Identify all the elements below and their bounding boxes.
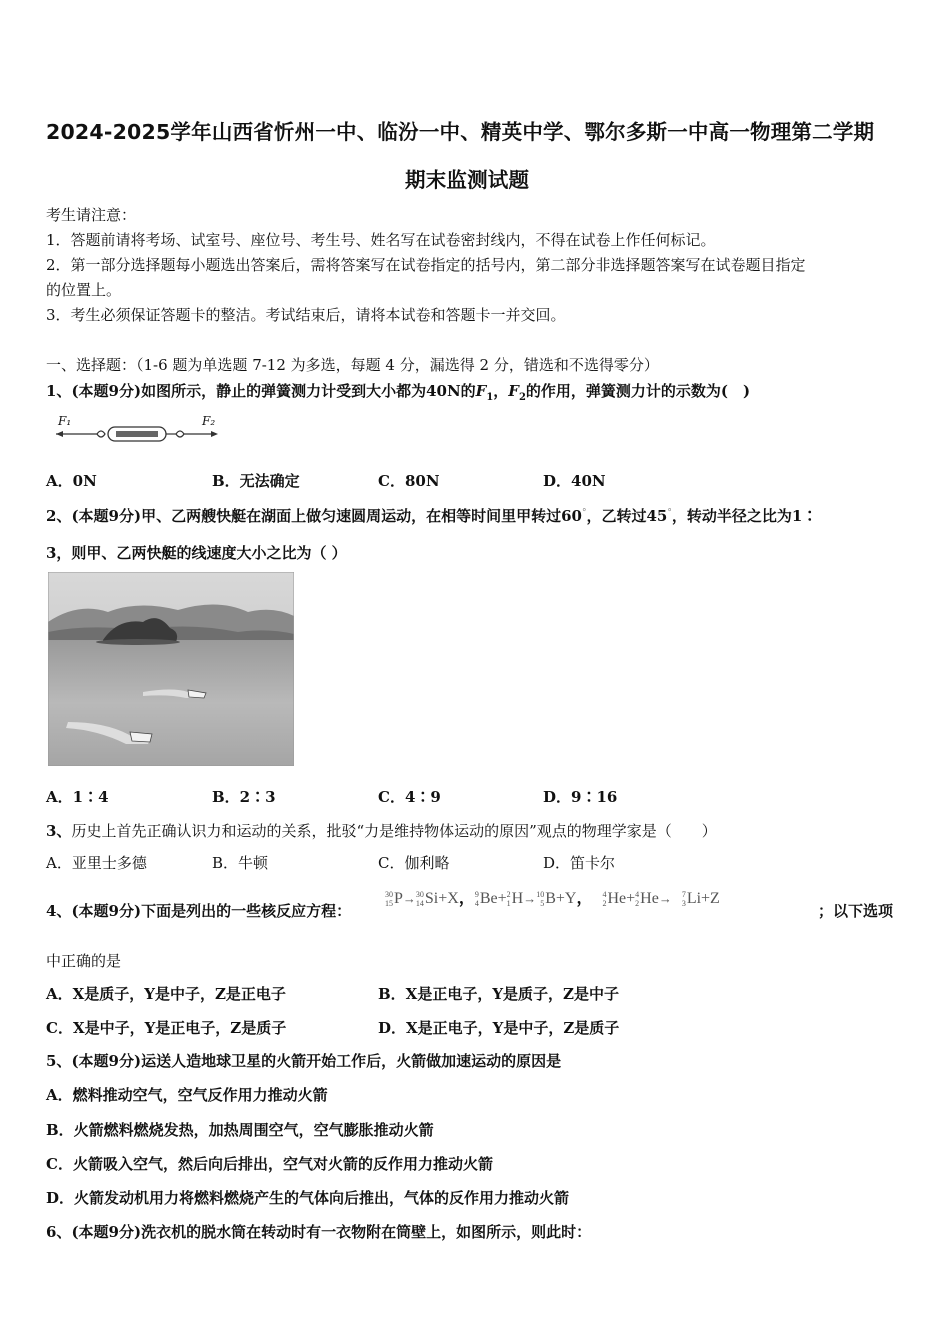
spring-balance-figure (52, 414, 222, 450)
section-header: 一、选择题：（1-6 题为单选题 7-12 为多选，每题 4 分，漏选得 2 分，错选和不选得零分） (46, 356, 659, 374)
q1-option-d: D．40N (543, 472, 606, 490)
eq1-arrow: → (402, 891, 416, 906)
degree-symbol: ° (581, 508, 587, 518)
page-title-line1: 2024-2025学年山西省忻州一中、临汾一中、精英中学、鄂尔多斯一中高一物理第二学期 (46, 120, 875, 144)
notice-heading: 考生请注意： (46, 206, 137, 224)
eq2-symbol-1: Be+ (479, 890, 507, 907)
eq3-symbol-1: He+ (607, 890, 636, 907)
question-text-end: 的作用，弹簧测力计的示数为( ) (525, 382, 751, 400)
q5-option-d: D．火箭发动机用力将燃料燃烧产生的气体向后推出，气体的反作用力推动火箭 (46, 1189, 570, 1207)
spring-balance-diagram (52, 414, 222, 450)
fig-label-f2: F₂ (202, 414, 216, 428)
eq2-nuclide-3: 10 5 (536, 890, 545, 909)
notice-item-3: 3．考生必须保证答题卡的整洁。考试结束后，请将本试卷和答题卡一并交回。 (46, 306, 566, 324)
question-4-line2: 中正确的是 (46, 952, 122, 970)
eq2-symbol-2: H (511, 890, 524, 907)
q5-option-a: A．燃料推动空气，空气反作用力推动火箭 (46, 1086, 328, 1104)
lake-photo-illustration (48, 572, 294, 766)
question-text-end: ，转动半径之比为1∶ (671, 507, 818, 525)
eq3-nuclide-3: 7 3 (681, 890, 686, 909)
eq2-symbol-3: B+Y (545, 890, 577, 907)
q3-option-c: C．伽利略 (378, 854, 450, 872)
question-text: (本题9分)下面是列出的一些核反应方程： (71, 902, 352, 920)
question-2-line1 (46, 505, 817, 526)
question-3 (46, 820, 717, 841)
force-f2-sub: 2 (518, 392, 526, 403)
speedboat-lake-photo (48, 572, 294, 766)
q4-option-d: D．X是正电子，Y是中子，Z是质子 (378, 1019, 620, 1037)
question-text: (本题9分)洗衣机的脱水筒在转动时有一衣物附在筒壁上，如图所示，则此时： (71, 1223, 592, 1241)
eq1-nuclide-1: 30 15 (385, 890, 393, 909)
eq3-arrow: → (658, 891, 672, 906)
eq1-symbol-2: Si+X (424, 890, 459, 907)
notice-item-2a: 2．第一部分选择题每小题选出答案后，需将答案写在试卷指定的括号内，第二部分非选择题答案写在试卷题目指定 (46, 256, 806, 274)
question-text: (本题9分)甲、乙两艘快艇在湖面上做匀速圆周运动，在相等时间里甲转过60 (71, 507, 582, 525)
question-4-text (46, 900, 351, 921)
q1-option-a: A．0N (46, 472, 97, 490)
question-number: 5、 (46, 1052, 72, 1070)
separator: ， (493, 382, 509, 400)
force-f2: F (508, 382, 519, 400)
degree-symbol: ° (667, 508, 672, 518)
q5-option-c: C．火箭吸入空气，然后向后排出，空气对火箭的反作用力推动火箭 (46, 1155, 493, 1173)
q3-option-a: A．亚里士多德 (46, 854, 147, 872)
question-text: 历史上首先正确认识力和运动的关系，批驳“力是维持物体运动的原因”观点的物理学家是（ ） (71, 822, 717, 840)
q2-option-a: A．1∶4 (46, 788, 109, 806)
question-text: (本题9分)运送人造地球卫星的火箭开始工作后，火箭做加速运动的原因是 (71, 1052, 562, 1070)
q3-option-d: D．笛卡尔 (543, 854, 616, 872)
q4-option-a: A．X是质子，Y是中子，Z是正电子 (46, 985, 286, 1003)
q4-option-c: C．X是中子，Y是正电子，Z是质子 (46, 1019, 287, 1037)
question-number: 2、 (46, 507, 72, 525)
eq1-nuclide-2: 30 14 (415, 890, 424, 909)
eq3-symbol-3: Li+Z (686, 890, 720, 907)
eq3-nuclide-2: 4 2 (635, 890, 640, 909)
q5-option-b: B．火箭燃料燃烧发热，加热周围空气，空气膨胀推动火箭 (46, 1121, 434, 1139)
q4-option-b: B．X是正电子，Y是质子，Z是中子 (378, 985, 619, 1003)
question-1 (46, 380, 750, 403)
fig-label-f1: F₁ (58, 414, 72, 428)
eq2-arrow: → (523, 891, 537, 906)
question-5 (46, 1050, 561, 1071)
eq3-nuclide-1: 4 2 (602, 890, 607, 909)
question-6 (46, 1221, 591, 1242)
notice-item-2b: 的位置上。 (46, 281, 122, 299)
nuclear-equations (385, 885, 720, 908)
page-title-line2: 期末监测试题 (405, 168, 530, 192)
question-2-line2: 3，则甲、乙两快艇的线速度大小之比为（ ） (46, 544, 347, 562)
q2-option-c: C．4∶9 (378, 788, 441, 806)
eq2-nuclide-2: 2 1 (506, 890, 511, 909)
q1-option-c: C．80N (378, 472, 440, 490)
force-f1-sub: 1 (486, 392, 494, 403)
question-text: (本题9分)如图所示，静止的弹簧测力计受到大小都为40N的 (71, 382, 476, 400)
question-number: 3、 (46, 822, 72, 840)
eq-separator: ， (576, 890, 593, 907)
question-number: 4、 (46, 902, 72, 920)
notice-item-1: 1．答题前请将考场、试室号、座位号、考生号、姓名写在试卷密封线内，不得在试卷上作任何标记。 (46, 231, 716, 249)
q3-option-b: B．牛顿 (212, 854, 269, 872)
eq-separator: ， (458, 890, 475, 907)
force-f1: F (475, 382, 487, 400)
q2-option-d: D．9∶16 (543, 788, 618, 806)
eq1-symbol-1: P (394, 890, 403, 907)
q2-option-b: B．2∶3 (212, 788, 276, 806)
eq3-symbol-2: He (640, 890, 659, 907)
question-4-text-end: ；以下选项 (818, 902, 894, 920)
question-text-mid: ，乙转过45 (586, 507, 668, 525)
question-number: 6、 (46, 1223, 72, 1241)
question-number: 1、 (46, 382, 72, 400)
eq2-nuclide-1: 9 4 (474, 890, 479, 909)
q1-option-b: B．无法确定 (212, 472, 300, 490)
